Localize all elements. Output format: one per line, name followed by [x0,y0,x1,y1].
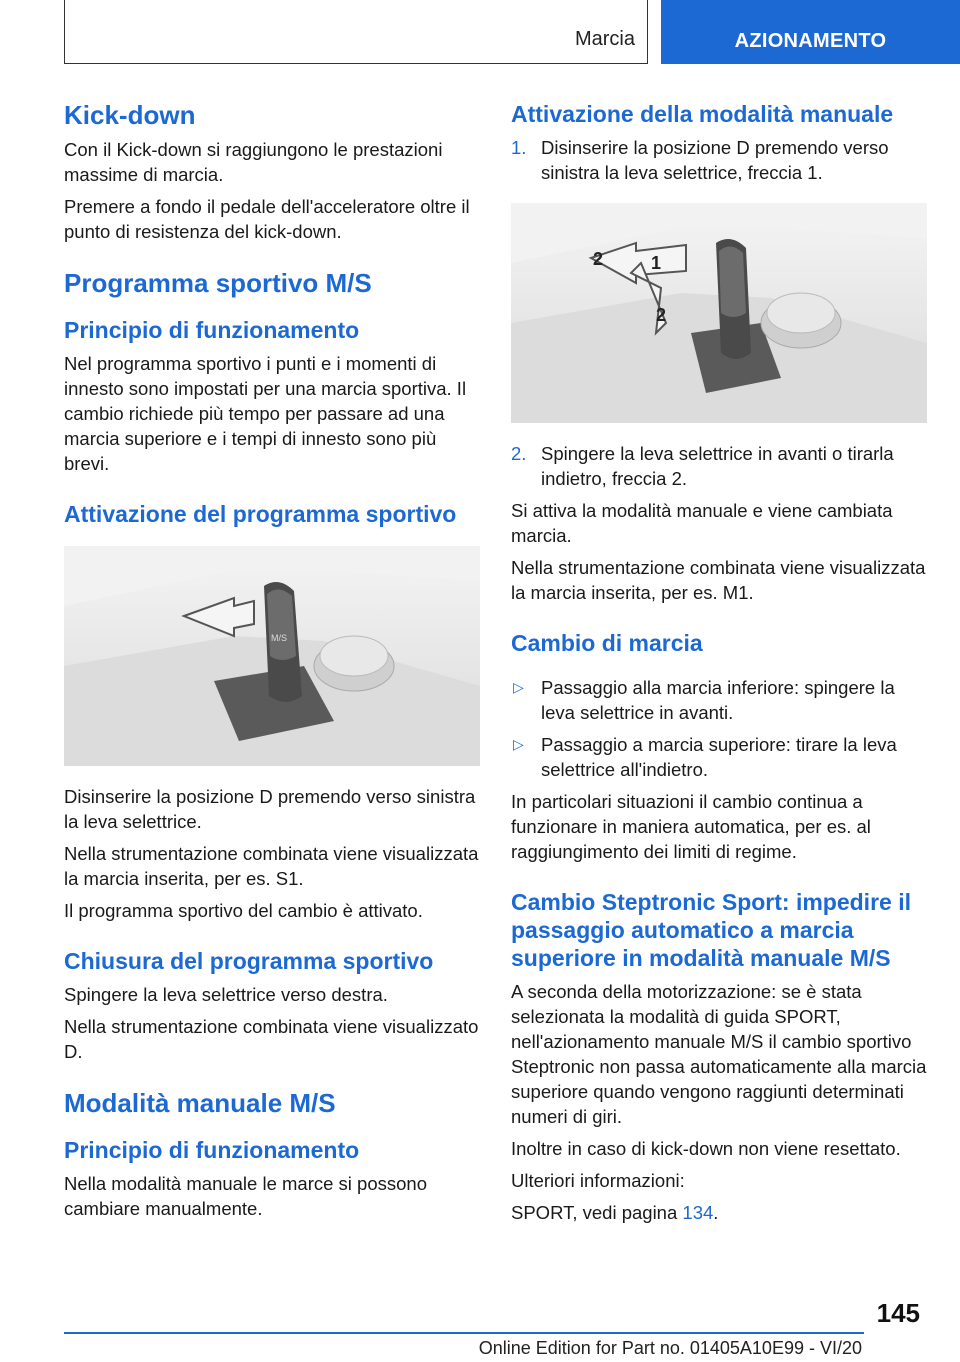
attiva-paragraph: Si attiva la modalità manuale e viene cambiata marcia. [511,500,893,546]
gear-selector-illustration-1 [64,546,480,766]
bullet-2-text: Passaggio a marcia superiore: tirare la leva selettrice all'indietro. [541,734,897,780]
selector-marking-text: M/S [271,633,288,643]
step-1-text: Disinserire la posizione D premendo verso sinistra la leva selettrice, freccia 1. [541,137,889,183]
principio-paragraph: Nel programma sportivo i punti e i momenti di innesto sono impostati per una marcia sportiva. Il cambio richiede più tempo per passare ad una marcia superiore e i tempi di innesto sono più brevi. [64,353,467,474]
cambio-heading: Cambio di marcia [511,630,703,656]
footer-edition-text: Online Edition for Part no. 01405A10E99 - VI/20 [478,1338,862,1358]
principio-2-paragraph: Nella modalità manuale le marce si possono cambiare manualmente. [64,1173,427,1219]
step-1-number: 1. [511,137,527,158]
footer-divider [64,1332,864,1334]
bullet-1-text: Passaggio alla marcia inferiore: spingere la leva selettrice in avanti. [541,677,895,723]
page-134-link[interactable]: 134 [682,1202,714,1223]
manual-mode-heading: Modalità manuale M/S [64,1088,336,1118]
left-column [64,100,480,1221]
header-section-box [64,0,648,64]
chiusura-paragraph-1: Spingere la leva selettrice verso destra. [64,984,388,1005]
arrow-1-label: 1 [651,253,662,273]
triangle-bullet-icon: ▷ [513,679,524,695]
triangle-bullet-icon: ▷ [513,736,524,752]
bullet-item-1 [511,675,927,725]
attivazione-paragraph-3: Il programma sportivo del cambio è attivato. [64,900,423,921]
kickdown-heading: Kick-down [64,100,196,130]
gear-selector-illustration-2 [511,203,927,423]
gear-selector-image-1 [64,546,480,766]
arrow-2a-label: 2 [593,249,604,269]
step-1 [511,135,927,185]
sport-reference-prefix: SPORT, vedi pagina [511,1202,683,1223]
header-chapter-tab[interactable]: AZIONAMENTO [661,0,960,64]
seconda-paragraph: A seconda della motorizzazione: se è stata selezionata la modalità di guida SPORT, nell'azionamento manuale M/S il cambio sportivo Steptronic non passa automaticamente alla marcia superiore quando vengono raggiunti determinati numeri di giri. [511,981,927,1127]
attivazione-paragraph-2: Nella strumentazione combinata viene visualizzata la marcia inserita, per es. S1. [64,843,479,889]
inoltre-paragraph: Inoltre in caso di kick-down non viene resettato. [511,1138,901,1159]
right-column [511,100,927,1225]
attivazione-manuale-heading: Attivazione della modalità manuale [511,101,894,127]
arrow-2b-label: 2 [656,305,667,325]
strumentazione-paragraph: Nella strumentazione combinata viene visualizzata la marcia inserita, per es. M1. [511,557,926,603]
header-section-title: Marcia [574,28,635,50]
chiusura-paragraph-2: Nella strumentazione combinata viene visualizzato D. [64,1016,479,1062]
ulteriori-paragraph: Ulteriori informazioni: [511,1170,685,1191]
principio-2-heading: Principio di funzionamento [64,1137,360,1163]
particolari-paragraph: In particolari situazioni il cambio continua a funzionare in maniera automatica, per es. al raggiungimento dei limiti di regime. [511,791,871,862]
attivazione-heading: Attivazione del programma sportivo [64,501,457,527]
steptronic-heading: Cambio Steptronic Sport: impedire il passaggio automatico a marcia superiore in modalità manuale M/S [511,889,911,971]
chiusura-heading: Chiusura del programma sportivo [64,948,434,974]
step-2-text: Spingere la leva selettrice in avanti o tirarla indietro, freccia 2. [541,443,894,489]
principio-heading: Principio di funzionamento [64,317,360,343]
sport-reference-suffix: . [713,1202,719,1223]
kickdown-paragraph-1: Con il Kick-down si raggiungono le prestazioni massime di marcia. [64,139,443,185]
step-2-number: 2. [511,443,527,464]
bullet-item-2 [511,732,927,782]
kickdown-paragraph-2: Premere a fondo il pedale dell'acceleratore oltre il punto di resistenza del kick-down. [64,196,470,242]
attivazione-paragraph-1: Disinserire la posizione D premendo verso sinistra la leva selettrice. [64,786,476,832]
sport-reference-paragraph [511,1200,927,1225]
gear-selector-image-2 [511,203,927,423]
sport-program-heading: Programma sportivo M/S [64,268,372,298]
page-number: 145 [876,1298,920,1328]
step-2 [511,441,927,491]
